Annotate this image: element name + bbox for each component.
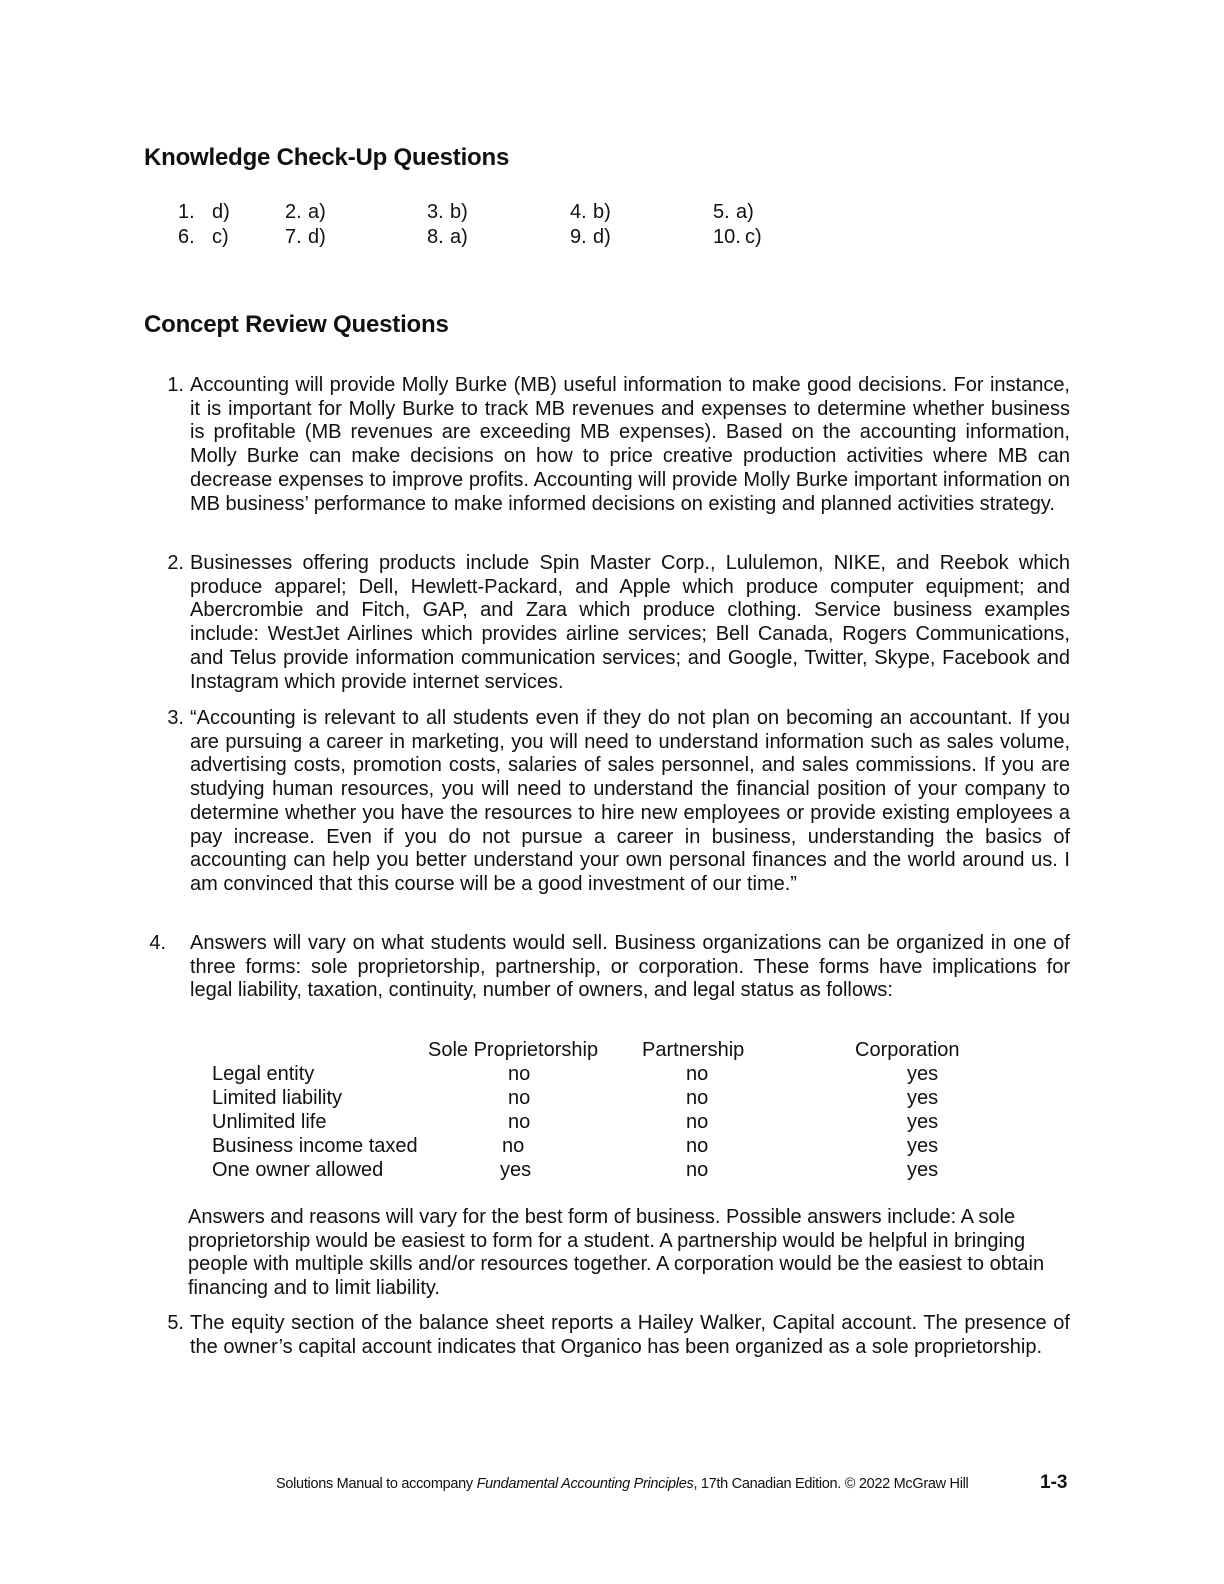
question-number: 5.: [167, 1312, 184, 1334]
answer-number: 7.: [285, 226, 302, 248]
question-item: [144, 932, 1070, 1003]
question-answer-text: Businesses offering products include Spin Master Corp., Lululemon, NIKE, and Reebok which produce apparel; Dell, Hewlett-Packard, and Apple which produce computer equipment; and Abercrombie and Fitch, GAP, and Zara which produce clothing. Service business examples include: WestJet Airlines which provides airline services; Bell Canada, Rogers Communications, and Telus provide information communication services; and Google, Twitter, Skype, Facebook and Instagram which provide internet services.: [190, 552, 1070, 693]
footer-book-title: Fundamental Accounting Principles: [476, 1476, 694, 1492]
page-footer: [276, 1476, 968, 1492]
question-item: [144, 1312, 1070, 1359]
question-number: 1.: [167, 374, 184, 396]
table-cell: no: [502, 1135, 525, 1157]
question-answer-text: The equity section of the balance sheet reports a Hailey Walker, Capital account. The presence of the owner’s capital account indicates that Organico has been organized as a sole proprietorship.: [190, 1312, 1070, 1358]
answer-number: 4.: [570, 201, 587, 223]
table-cell: yes: [907, 1159, 939, 1181]
answer-number: 8.: [427, 226, 444, 248]
footer-prefix: Solutions Manual to accompany: [276, 1476, 477, 1492]
question-number: 4.: [149, 932, 166, 954]
answer-row: [0, 201, 1224, 225]
table-cell: no: [508, 1063, 531, 1085]
table-cell: yes: [907, 1135, 939, 1157]
answer-value: a): [450, 226, 468, 248]
answer-number: 5.: [713, 201, 730, 223]
table-row-label: One owner allowed: [212, 1159, 384, 1181]
answer-value: b): [450, 201, 468, 223]
question-item: [144, 552, 1070, 694]
question-answer-text: Accounting will provide Molly Burke (MB) useful information to make good decisions. For instance, it is important for Molly Burke to track MB revenues and expenses to determine whether business is profitable (MB revenues are exceeding MB expenses). Based on the accounting information, Molly Burke can make decisions on how to price creative production activities where MB can decrease expenses to improve profits. Accounting will provide Molly Burke important information on MB business’ performance to make informed decisions on existing and planned activities strategy.: [190, 374, 1070, 515]
table-cell: yes: [907, 1111, 939, 1133]
table-cell: no: [508, 1087, 531, 1109]
table-cell: no: [508, 1111, 531, 1133]
table-cell: yes: [500, 1159, 532, 1181]
question-answer-text: “Accounting is relevant to all students even if they do not plan on becoming an accountant. If you are pursuing a career in marketing, you will need to understand information such as sales volume, advertising costs, promotion costs, salaries of sales personnel, and sales commissions. If you are studying human resources, you will need to understand the financial position of your company to determine whether you have the resources to hire new employees or provide existing employees a pay increase. Even if you do not pursue a career in business, understanding the basics of accounting can help you better understand your own personal finances and the world around us. I am convinced that this course will be a good investment of our time.”: [190, 707, 1070, 895]
question-item: [144, 374, 1070, 516]
question-number: 2.: [167, 552, 184, 574]
question-item: [144, 707, 1070, 897]
answer-value: a): [308, 201, 326, 223]
table-row-label: Unlimited life: [212, 1111, 327, 1133]
answer-value: d): [212, 201, 230, 223]
answer-number: 6.: [178, 226, 195, 248]
table-row-label: Legal entity: [212, 1063, 315, 1085]
answer-number: 1.: [178, 201, 195, 223]
table-header: Corporation: [855, 1039, 960, 1061]
question-followup: [144, 1206, 1070, 1301]
answer-value: c): [745, 226, 762, 248]
answer-number: 9.: [570, 226, 587, 248]
table-cell: yes: [907, 1087, 939, 1109]
followup-text: Answers and reasons will vary for the best form of business. Possible answers include: A sole proprietorship would be easiest to form for a student. A partnership would be helpful in bringing people with multiple skills and/or resources together. A corporation would be the easiest to obtain financing and to limit liability.: [188, 1206, 1045, 1300]
page-number: 1-3: [1040, 1472, 1068, 1493]
answer-value: d): [593, 226, 611, 248]
answer-value: a): [736, 201, 754, 223]
answer-row: [0, 226, 1224, 250]
table-cell: no: [686, 1063, 709, 1085]
table-cell: yes: [907, 1063, 939, 1085]
footer-suffix: , 17th Canadian Edition. © 2022 McGraw Hill: [693, 1476, 969, 1492]
table-row-label: Business income taxed: [212, 1135, 418, 1157]
question-number: 3.: [167, 707, 184, 729]
table-cell: no: [686, 1111, 709, 1133]
answer-value: b): [593, 201, 611, 223]
question-answer-text: Answers will vary on what students would sell. Business organizations can be organized in one of three forms: sole proprietorship, partnership, or corporation. These forms have implications for legal liability, taxation, continuity, number of owners, and legal status as follows:: [190, 932, 1070, 1002]
answer-value: d): [308, 226, 326, 248]
section-title-concept-review: Concept Review Questions: [144, 311, 449, 338]
table-row-label: Limited liability: [212, 1087, 343, 1109]
table-cell: no: [686, 1135, 709, 1157]
answer-value: c): [212, 226, 229, 248]
answer-number: 2.: [285, 201, 302, 223]
table-header: Partnership: [642, 1039, 745, 1061]
table-cell: no: [686, 1159, 709, 1181]
section-title-knowledge-check: Knowledge Check-Up Questions: [144, 144, 510, 171]
answer-number: 10.: [713, 226, 741, 248]
answer-number: 3.: [427, 201, 444, 223]
table-header: Sole Proprietorship: [428, 1039, 599, 1061]
table-cell: no: [686, 1087, 709, 1109]
